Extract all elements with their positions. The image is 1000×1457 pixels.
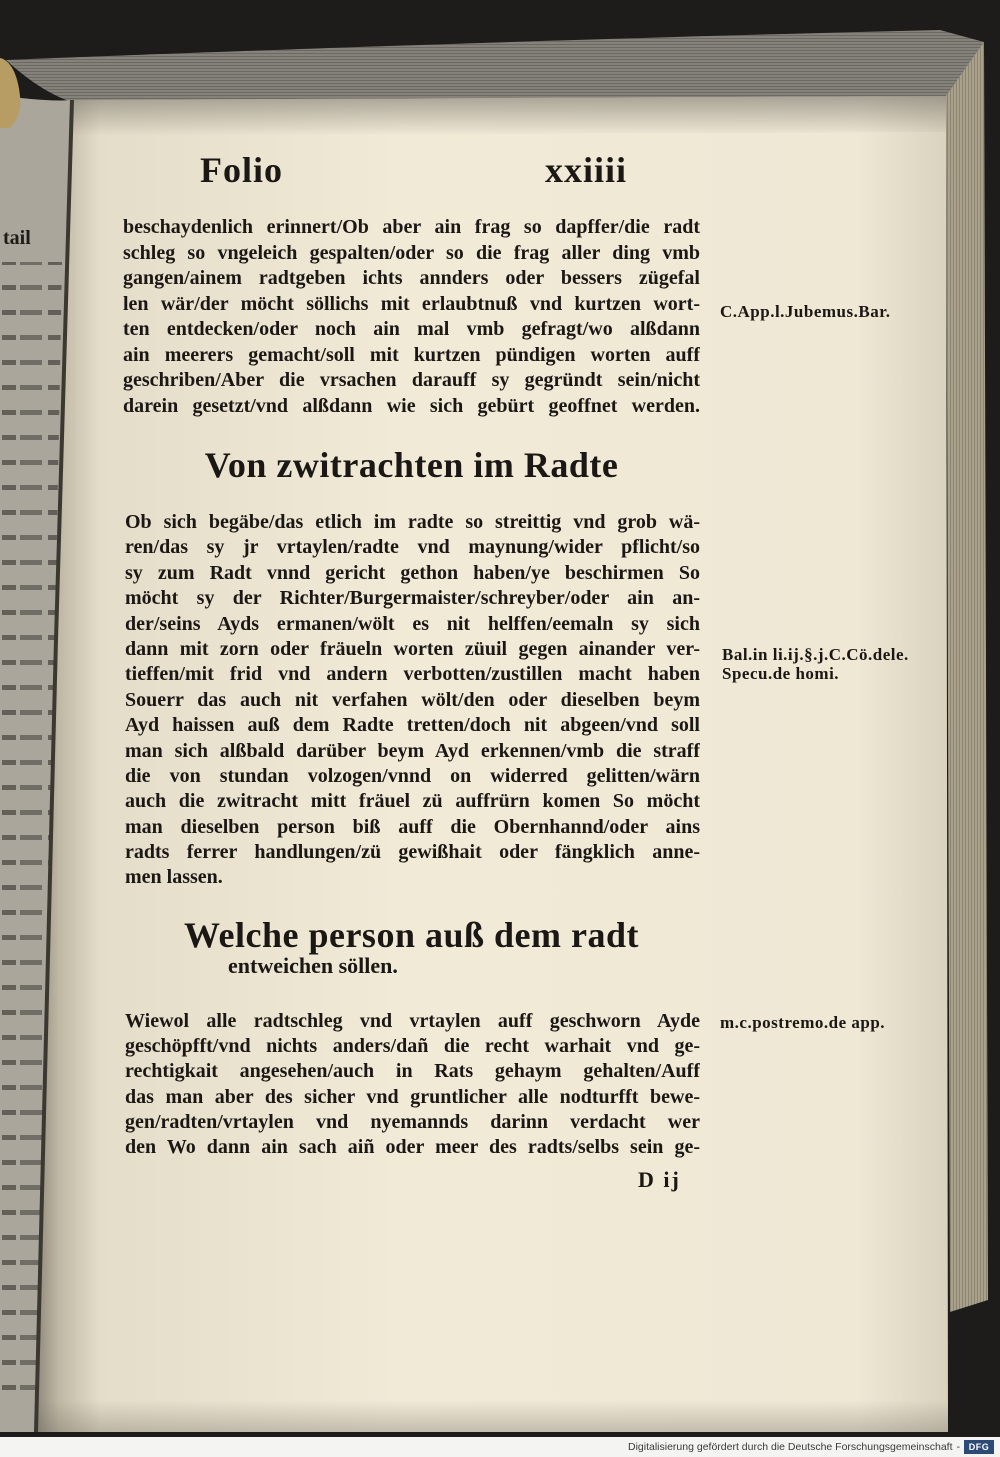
text-line: men lassen. [125, 866, 223, 889]
marginal-note-3 [720, 1013, 885, 1032]
facing-page-fragment: tail [3, 227, 31, 249]
text-line: darein gesetzt/vnd alßdann wie sich gebürt geoffnet werden. [123, 394, 700, 417]
text-line: auch die zwitracht mitt fräuel zü auffrürn komen So möcht [125, 790, 700, 813]
folio-label: Folio [200, 150, 283, 190]
text-line: Ayd haissen auß dem Radte tretten/doch nit abgeen/vnd soll [125, 714, 700, 737]
digitization-credit-bar [0, 1437, 1000, 1457]
marginal-note-line: Bal.in li.ij.§.j.C.Cö.dele. [722, 645, 909, 664]
text-line: geschöpfft/vnd nichts anders/dañ die recht warhait vnd ge- [125, 1035, 700, 1058]
text-line: gen/radten/vrtaylen vnd nyemannds darinn verdacht wer [125, 1110, 700, 1133]
text-line: tieffen/mit frid vnd andern verbotten/zustillen macht haben [125, 663, 700, 686]
text-line: der/seins Ayds ermanen/wölt es nit helffen/eemaln sy sich [125, 612, 700, 635]
text-line: man dieselben person biß auff die Obernhannd/oder ains [125, 815, 700, 838]
section-subheading-2: entweichen söllen. [228, 953, 398, 978]
marginal-note-line: C.App.l.Jubemus.Bar. [720, 302, 891, 321]
credit-separator: - [956, 1441, 960, 1453]
credit-text: Digitalisierung gefördert durch die Deutsche Forschungsgemeinschaft [627, 1441, 953, 1453]
paragraph-2 [125, 510, 700, 891]
text-line: ren/das sy jr vrtaylen/radte vnd maynung/wider pflicht/so [125, 536, 700, 559]
text-line: sy zum Radt vnnd gericht gethon haben/ye beschirmen So [125, 561, 700, 584]
text-line: Ob sich begäbe/das etlich im radte so streittig vnd grob wä- [125, 511, 700, 533]
marginal-note-2 [722, 645, 909, 683]
text-line: gangen/ainem radtgeben ichts annders oder bessers zügefal [123, 267, 700, 289]
page-top-shadow [70, 96, 946, 136]
text-line: den Wo dann ain sach aiñ oder meer des radts/selbs sein ge- [125, 1135, 700, 1158]
dfg-logo-icon [964, 1440, 994, 1454]
signature-mark: D ij [638, 1167, 681, 1192]
text-line: man sich alßbald darüber beym Ayd erkennen/vmb die straff [125, 739, 700, 762]
section-heading-1: Von zwitrachten im Radte [204, 445, 619, 485]
text-line: geschriben/Aber die vrsachen darauff sy gegründt sein/nicht [123, 369, 700, 391]
text-line: len wär/der möcht söllichs mit erlaubtnuß vnd kurtzen wort- [123, 292, 700, 315]
section-heading-2: Welche person auß dem radt [183, 915, 639, 955]
text-line: ten entdecken/oder noch ain mal vmb gefragt/wo alßdann [123, 318, 700, 340]
text-line: die von stundan volzogen/vnnd on widerred gelitten/wärn [125, 764, 700, 787]
paragraph-1 [123, 215, 700, 419]
text-line: Wiewol alle radtschleg vnd vrtaylen auff geschworn Ayde [125, 1010, 700, 1032]
text-line: ain meerers gemacht/soll mit kurtzen pündigen worten auff [123, 343, 700, 366]
marginal-note-line: Specu.de homi. [722, 664, 840, 683]
folio-number: xxiiii [545, 150, 628, 190]
text-line: schleg so vngeleich gespalten/oder so die frag aller ding vmb [123, 241, 700, 264]
dfg-logo-text: DFG [968, 1442, 990, 1452]
text-line: radts ferrer handlungen/zü gewißhait oder fängklich anne- [125, 841, 700, 864]
text-line: rechtigkait angesehen/auch in Rats gehaym gehalten/Auff [125, 1060, 700, 1083]
text-line: dann mit zorn oder fräueln worten züuil gegen ainander ver- [125, 637, 700, 660]
paragraph-3 [125, 1009, 700, 1160]
text-line: das man aber des sicher vnd gruntlicher alle nodturfft bewe- [125, 1085, 700, 1108]
page-bottom-shadow [36, 1400, 948, 1432]
text-line: Souerr das auch nit verfahen wölt/den oder dieselben beym [125, 688, 700, 711]
marginal-note-line: m.c.postremo.de app. [720, 1013, 886, 1032]
marginal-note-1 [720, 302, 890, 321]
text-line: möcht sy der Richter/Burgermaister/schreyber/oder ain an- [125, 587, 700, 610]
text-line: beschaydenlich erinnert/Ob aber ain frag so dapffer/die radt [123, 216, 700, 238]
